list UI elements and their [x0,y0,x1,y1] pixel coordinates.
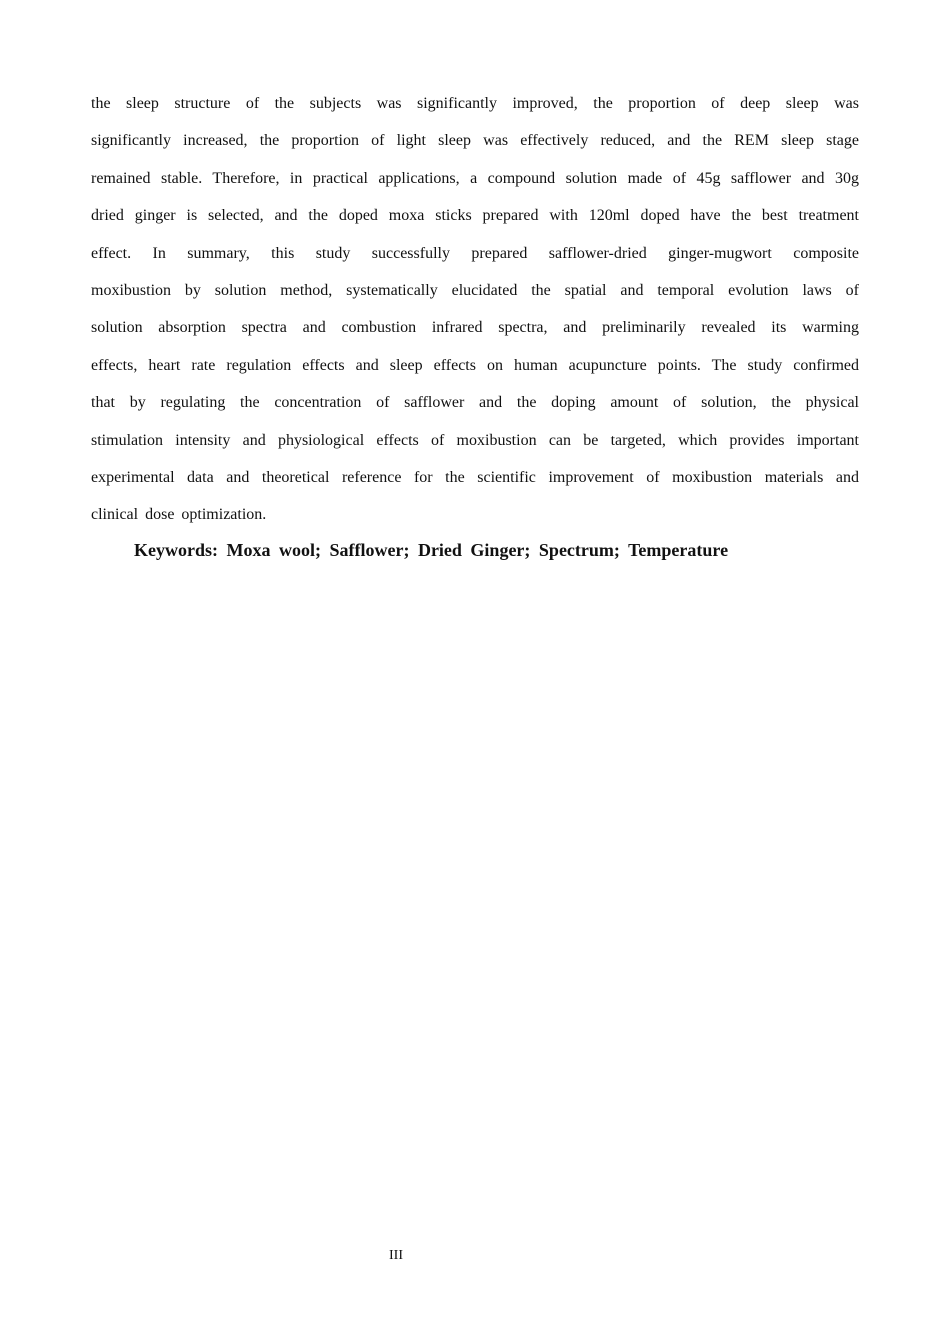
abstract-line: solution absorption spectra and combustion infrared spectra, and preliminarily revealed its warming [91,319,859,337]
abstract-line: the sleep structure of the subjects was significantly improved, the proportion of deep sleep was [91,95,859,112]
abstract-line: effect. In summary, this study successfully prepared safflower-dried ginger-mugwort composite [91,244,859,262]
abstract-line: remained stable. Therefore, in practical applications, a compound solution made of 45g safflower and 30g [91,169,859,187]
abstract-line: experimental data and theoretical reference for the scientific improvement of moxibustion materials and [91,468,859,486]
page-number: III [389,1248,403,1263]
abstract-line: significantly increased, the proportion of light sleep was effectively reduced, and the REM sleep stage [91,132,859,150]
abstract-line: clinical dose optimization. [91,506,267,524]
keywords-line: Keywords: Moxa wool; Safflower; Dried Ginger; Spectrum; Temperature [134,540,729,560]
abstract-paragraph [91,85,859,534]
abstract-line: dried ginger is selected, and the doped moxa sticks prepared with 120ml doped have the best treatment [91,207,859,225]
abstract-line: moxibustion by solution method, systematically elucidated the spatial and temporal evolution laws of [91,281,859,299]
abstract-line: stimulation intensity and physiological effects of moxibustion can be targeted, which provides important [91,431,859,449]
abstract-line: effects, heart rate regulation effects and sleep effects on human acupuncture points. The study confirmed [91,356,859,374]
abstract-line: that by regulating the concentration of safflower and the doping amount of solution, the physical [91,394,859,412]
